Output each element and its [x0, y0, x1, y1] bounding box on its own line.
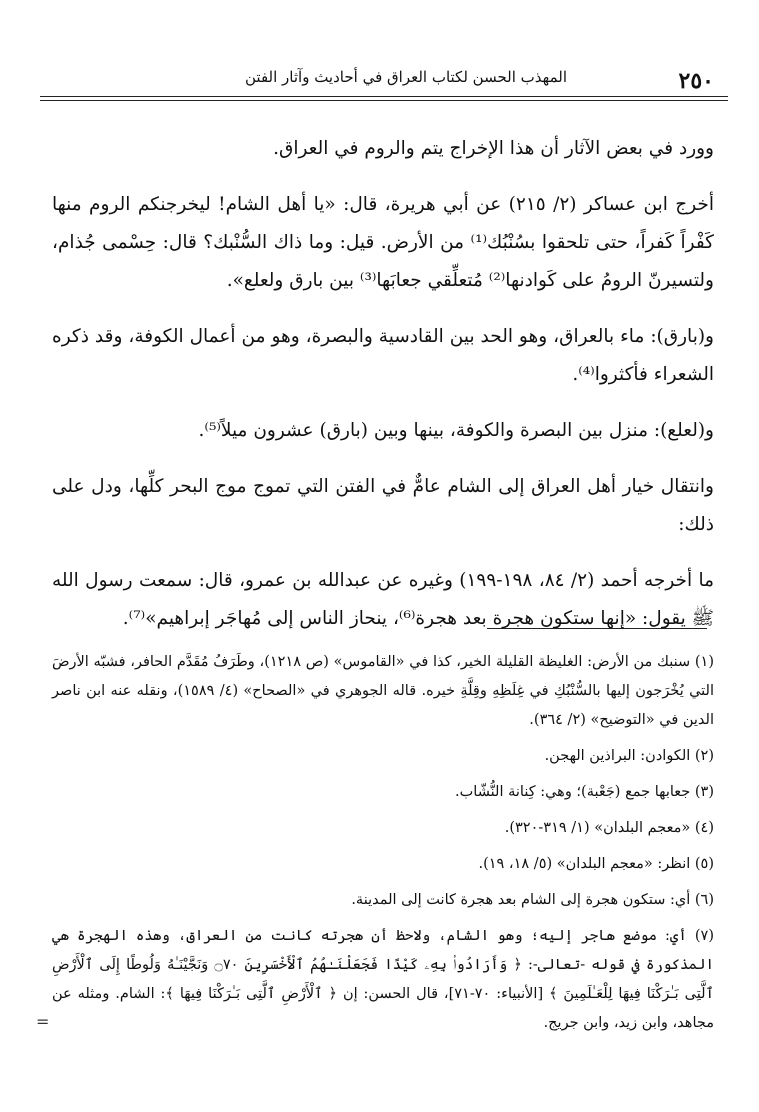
header-rule-top: [40, 96, 728, 97]
paragraph-6: ما أخرجه أحمد (٢/ ٨٤، ١٩٨-١٩٩) وغيره عن عبدالله بن عمرو، قال: سمعت رسول الله ﷺ يقول: «إنها ستكون هجرة بعد هجرة⁽⁶⁾، ينحاز الناس إلى مُهاجَر إبراهيم»⁽⁷⁾.: [52, 570, 714, 629]
footnote-separator: [487, 628, 707, 629]
main-text: [52, 130, 714, 644]
footnote-1: (١) سنبك من الأرض: الغليظة القليلة الخير، كذا في «القاموس» (ص ١٢١٨)، وطَرَفُ مُقَدَّم الحافر، فشبّه الأرضَ التي يُخْرَجون إليها بالسُّنْبُكِ في غِلَظِهِ وقِلَّةِ خيره. قاله الجوهري في «الصحاح» (٤/ ١٥٨٩)، ونقله عنه ابن ناصر الدين في «التوضيح» (٢/ ٣٦٤).: [52, 654, 715, 728]
running-title: المهذب الحسن لكتاب العراق في أحاديث وآثار الفتن: [245, 68, 567, 86]
paragraph-1: وورد في بعض الآثار أن هذا الإخراج يتم والروم في العراق.: [273, 138, 714, 159]
paragraph-3: و(بارق): ماء بالعراق، وهو الحد بين القادسية والبصرة، وهو من أعمال الكوفة، وقد ذكره الشعراء فأكثروا⁽⁴⁾.: [52, 326, 714, 385]
footnote-7: (٧) أي: موضع هاجر إليه؛ وهو الشام، ولاحظ أن هجرته كانت من العراق، وهذه الهجرة هي المذكورة في قوله -تعالى-: ﴿ وَأَرَادُوا۟ بِهِۦ كَيْدًا فَجَعَلْنَـٰهُمُ ٱلْأَخْسَرِينَ ۝٧٠ وَنَجَّيْنَـٰهُ وَلُوطًا إِلَى ٱلْأَرْضِ ٱلَّتِى بَـٰرَكْنَا فِيهَا لِلْعَـٰلَمِينَ ﴾ [الأنبياء: ٧٠-٧١]، قال الحسن: إن ﴿ ٱلْأَرْضِ ٱلَّتِى بَـٰرَكْنَا فِيهَا ﴾: الشام. ومثله عن مجاهد، وابن زيد، وابن جريج.: [52, 928, 714, 1031]
page-number: ٢٥٠: [678, 68, 714, 94]
margin-mark: =: [36, 1012, 50, 1031]
paragraph-2: أخرج ابن عساكر (٢/ ٢١٥) عن أبي هريرة، قال: «يا أهل الشام! ليخرجنكم الروم منها كَفْراً كَفراً، حتى تلحقوا بسُنْبُك⁽¹⁾ من الأرض. قيل: وما ذاك السُّنْبك؟ قال: حِسْمى جُذام، ولتسيرنّ الرومُ على كَوادنها⁽²⁾ مُتعلِّقي جعابَها⁽³⁾ بين بارق ولعلع».: [52, 194, 714, 291]
footnote-6: (٦) أي: ستكون هجرة إلى الشام بعد هجرة كانت إلى المدينة.: [351, 892, 714, 908]
footnote-4: (٤) «معجم البلدان» (١/ ٣١٩-٣٢٠).: [504, 820, 714, 836]
page-header: [40, 62, 728, 102]
footnote-5: (٥) انظر: «معجم البلدان» (٥/ ١٨، ١٩).: [478, 856, 714, 872]
header-rule-bottom: [40, 100, 728, 101]
footnote-3: (٣) جعابها جمع (جَعْبة)؛ وهي: كِنانة النُّشّاب.: [455, 784, 714, 800]
footnotes: [52, 648, 714, 1045]
footnote-2: (٢) الكوادن: البراذين الهجن.: [544, 748, 714, 764]
paragraph-4: و(لعلع): منزل بين البصرة والكوفة، بينها وبين (بارق) عشرون ميلاً⁽⁵⁾.: [198, 420, 714, 441]
paragraph-5: وانتقال خيار أهل العراق إلى الشام عامٌّ في الفتن التي تموج موج البحر كلِّها، ودل على ذلك:: [52, 476, 714, 535]
